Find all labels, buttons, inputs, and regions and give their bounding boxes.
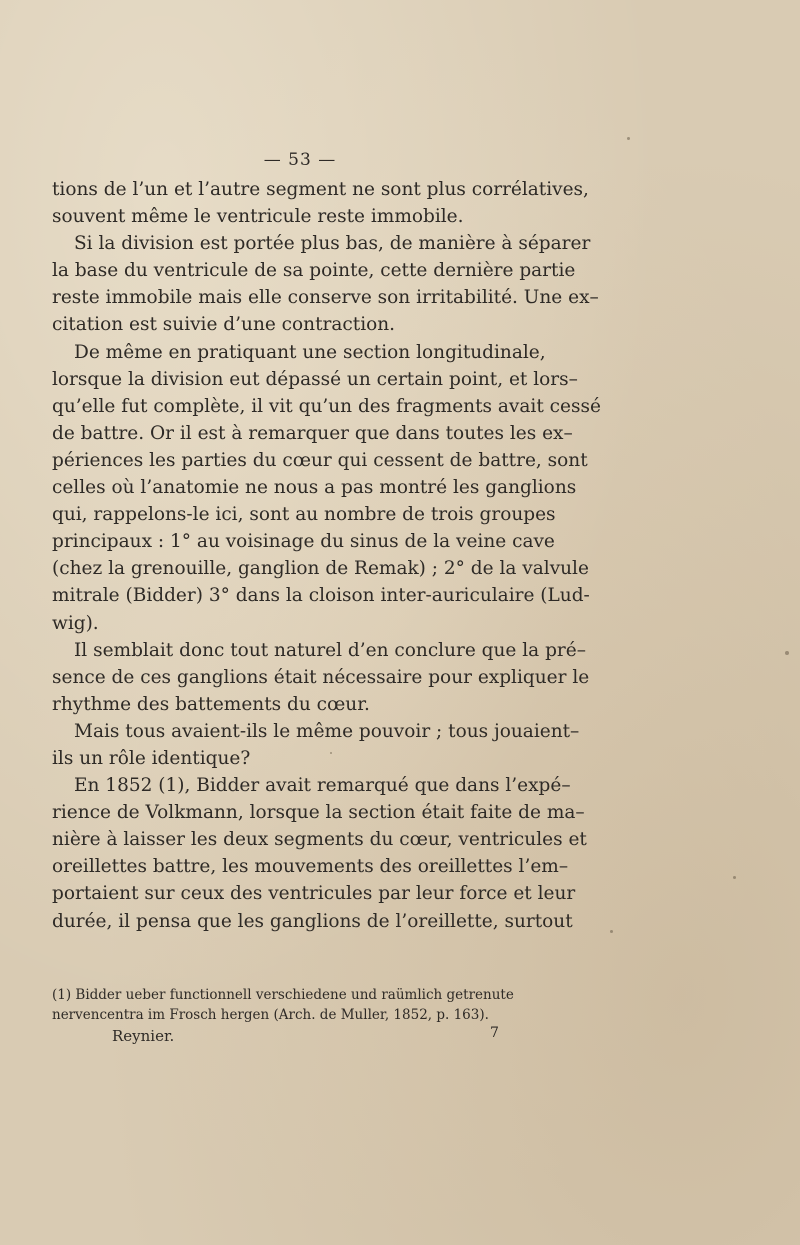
- text-line: ils un rôle identique?: [52, 747, 251, 769]
- text-line: De même en pratiquant une section longitudinale,: [74, 341, 546, 363]
- text-line: souvent même le ventricule reste immobile.: [52, 206, 464, 228]
- footnote-line: (1) Bidder ueber functionnell verschiedene und raümlich getrenute: [52, 987, 514, 1003]
- text-line: la base du ventricule de sa pointe, cette dernière partie: [52, 260, 576, 282]
- paper-speck: [785, 651, 789, 655]
- text-line: rience de Volkmann, lorsque la section était faite de ma–: [52, 802, 585, 824]
- text-line: reste immobile mais elle conserve son irritabilité. Une ex–: [52, 287, 599, 309]
- text-line: wig).: [52, 612, 99, 634]
- paper-speck: [733, 876, 736, 879]
- footnote-line: nervencentra im Frosch hergen (Arch. de Muller, 1852, p. 163).: [52, 1007, 489, 1023]
- text-line: mitrale (Bidder) 3° dans la cloison inter-auriculaire (Lud-: [52, 585, 590, 607]
- text-line: Mais tous avaient-ils le même pouvoir ; tous jouaient–: [74, 720, 580, 742]
- text-line: portaient sur ceux des ventricules par leur force et leur: [52, 883, 576, 905]
- text-line: principaux : 1° au voisinage du sinus de la veine cave: [52, 531, 555, 553]
- text-line: Si la division est portée plus bas, de manière à séparer: [74, 233, 591, 255]
- paper-speck: [627, 137, 630, 140]
- paper-speck: [610, 930, 613, 933]
- text-line: sence de ces ganglions était nécessaire pour expliquer le: [52, 666, 590, 688]
- text-line: En 1852 (1), Bidder avait remarqué que dans l’expé–: [74, 775, 571, 797]
- footnote: [52, 985, 542, 1025]
- text-line: oreillettes battre, les mouvements des oreillettes l’em–: [52, 856, 569, 878]
- text-line: nière à laisser les deux segments du cœur, ventricules et: [52, 829, 587, 851]
- body-text: [52, 176, 601, 935]
- paper-speck: [330, 752, 332, 754]
- text-line: tions de l’un et l’autre segment ne sont plus corrélatives,: [52, 179, 589, 200]
- text-line: de battre. Or il est à remarquer que dans toutes les ex–: [52, 422, 573, 444]
- text-line: Il semblait donc tout naturel d’en conclure que la pré–: [74, 639, 586, 661]
- text-line: qui, rappelons-le ici, sont au nombre de trois groupes: [52, 504, 556, 526]
- text-line: (chez la grenouille, ganglion de Remak) ; 2° de la valvule: [52, 558, 589, 580]
- text-line: périences les parties du cœur qui cessent de battre, sont: [52, 449, 588, 471]
- page-number: — 53 —: [263, 150, 337, 170]
- text-line: celles où l’anatomie ne nous a pas montré les ganglions: [52, 477, 577, 499]
- text-line: qu’elle fut complète, il vit qu’un des fragments avait cessé: [52, 395, 601, 417]
- text-line: lorsque la division eut dépassé un certain point, et lors–: [52, 368, 578, 390]
- text-line: citation est suivie d’une contraction.: [52, 314, 396, 336]
- text-line: rhythme des battements du cœur.: [52, 693, 370, 715]
- signature-mark: 7: [490, 1025, 499, 1041]
- text-line: durée, il pensa que les ganglions de l’oreillette, surtout: [52, 910, 573, 932]
- footnote-author: Reynier.: [112, 1027, 175, 1045]
